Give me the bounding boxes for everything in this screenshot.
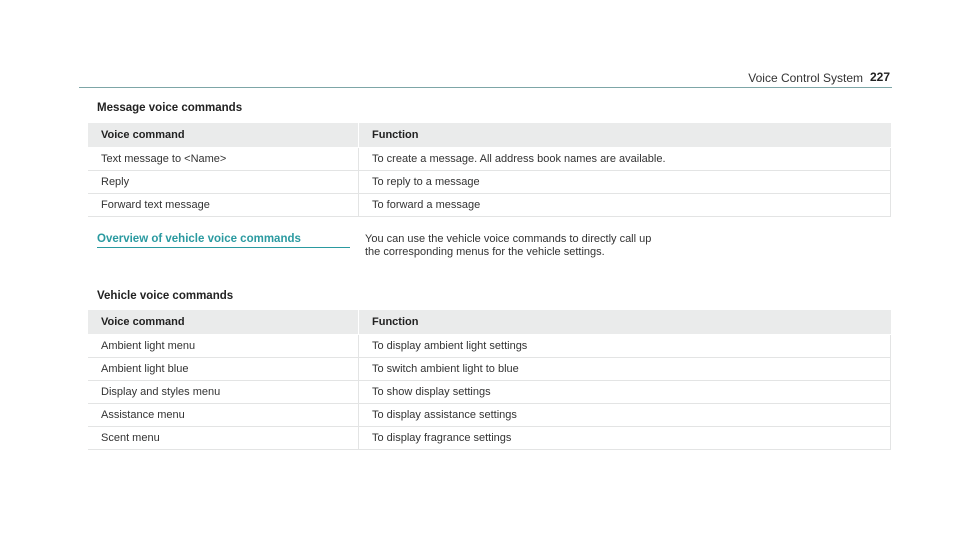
column-header-function: Function: [359, 310, 891, 335]
voice-command-cell: Assistance menu: [88, 404, 359, 427]
message-section-title: Message voice commands: [97, 102, 243, 114]
voice-command-cell: Reply: [88, 171, 359, 194]
voice-command-cell: Ambient light blue: [88, 358, 359, 381]
voice-command-cell: Ambient light menu: [88, 335, 359, 358]
table-row: [88, 335, 891, 358]
function-cell: To display fragrance settings: [359, 427, 891, 450]
table-row: [88, 381, 891, 404]
voice-command-cell: Display and styles menu: [88, 381, 359, 404]
function-cell: To display assistance settings: [359, 404, 891, 427]
overview-heading: Overview of vehicle voice commands: [97, 233, 350, 248]
table-header-row: [88, 310, 891, 335]
column-header-voice-command: Voice command: [88, 123, 359, 148]
table-row: [88, 404, 891, 427]
table-row: [88, 427, 891, 450]
voice-command-cell: Text message to <Name>: [88, 148, 359, 171]
message-commands-table: [88, 123, 891, 217]
table-row: [88, 194, 891, 217]
function-cell: To forward a message: [359, 194, 891, 217]
function-cell: To create a message. All address book names are available.: [359, 148, 891, 171]
header-title: Voice Control System: [748, 71, 863, 85]
column-header-voice-command: Voice command: [88, 310, 359, 335]
voice-command-cell: Forward text message: [88, 194, 359, 217]
function-cell: To show display settings: [359, 381, 891, 404]
page-number: 227: [870, 70, 891, 84]
voice-command-cell: Scent menu: [88, 427, 359, 450]
table-row: [88, 358, 891, 381]
overview-text: You can use the vehicle voice commands to directly call up the corresponding menus for the vehicle settings.: [365, 233, 652, 258]
table-header-row: [88, 123, 891, 148]
table-row: [88, 171, 891, 194]
vehicle-section-title: Vehicle voice commands: [97, 290, 234, 302]
function-cell: To display ambient light settings: [359, 335, 891, 358]
vehicle-commands-table: [88, 310, 891, 450]
function-cell: To switch ambient light to blue: [359, 358, 891, 381]
column-header-function: Function: [359, 123, 891, 148]
table-row: [88, 148, 891, 171]
header-divider: [79, 87, 892, 88]
function-cell: To reply to a message: [359, 171, 891, 194]
